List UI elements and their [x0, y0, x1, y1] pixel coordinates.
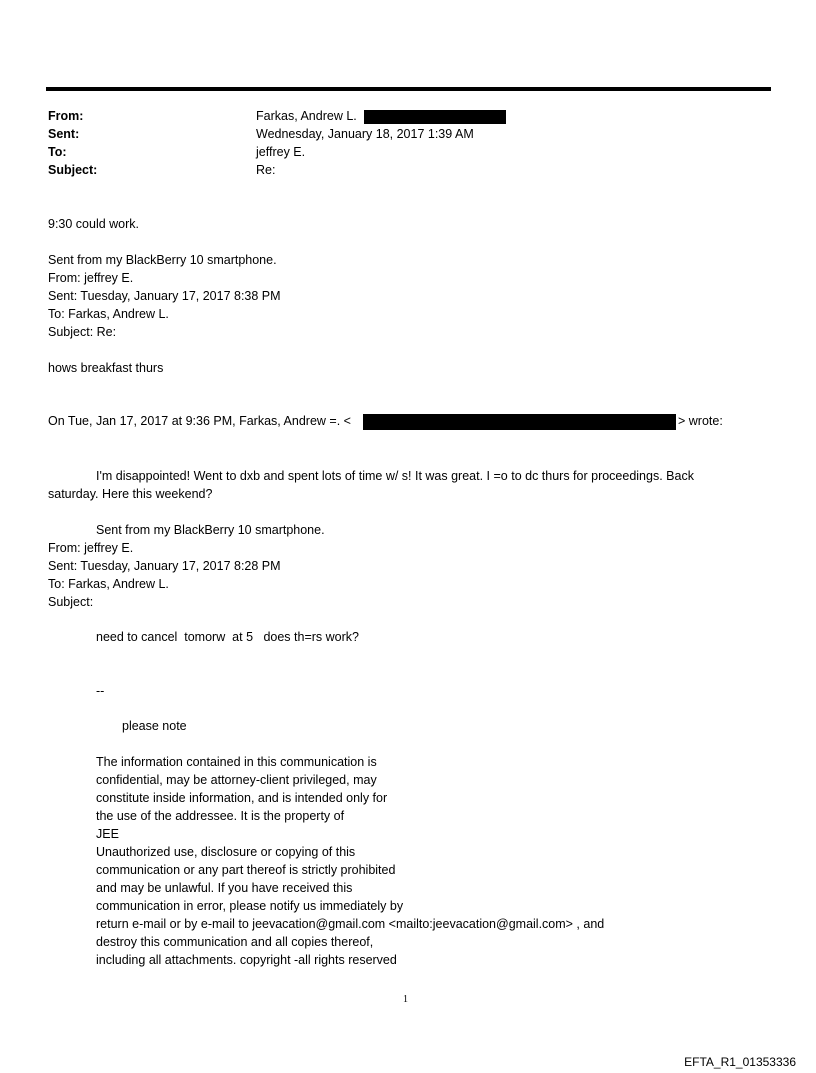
on-wrote-prefix: On Tue, Jan 17, 2017 at 9:36 PM, Farkas, Andrew =. < [48, 414, 351, 428]
message-paragraph-line: I'm disappointed! Went to dxb and spent lots of time w/ s! It was great. I =o to dc thurs for proceedings. Back [96, 469, 694, 483]
page-number: 1 [403, 994, 408, 1005]
quoted-subject: Subject: Re: [48, 325, 117, 339]
subject-value: Re: [256, 163, 276, 177]
disclaimer-line: JEE [96, 827, 119, 841]
message-paragraph-line: saturday. Here this weekend? [48, 487, 213, 501]
disclaimer-line: constitute inside information, and is intended only for [96, 791, 388, 805]
disclaimer-line: including all attachments. copyright -all rights reserved [96, 953, 397, 967]
from-label: From: [48, 109, 84, 123]
reply-text: 9:30 could work. [48, 217, 140, 231]
disclaimer-line: The information contained in this communication is [96, 755, 377, 769]
to-value: jeffrey E. [256, 145, 306, 159]
sent-value: Wednesday, January 18, 2017 1:39 AM [256, 127, 474, 141]
on-wrote-suffix: > wrote: [678, 414, 723, 428]
quoted-to: To: Farkas, Andrew L. [48, 577, 169, 591]
quoted-sent: Sent: Tuesday, January 17, 2017 8:28 PM [48, 559, 281, 573]
redaction-bar [363, 414, 676, 430]
sent-label: Sent: [48, 127, 80, 141]
quoted-from: From: jeffrey E. [48, 541, 134, 555]
signature-separator: -- [96, 684, 105, 698]
redaction-bar [364, 110, 506, 124]
quoted-message: need to cancel tomorw at 5 does th=rs work? [96, 630, 359, 644]
quoted-from: From: jeffrey E. [48, 271, 134, 285]
from-value: Farkas, Andrew L. [256, 109, 357, 123]
header-rule [46, 87, 771, 91]
disclaimer-line: confidential, may be attorney-client privileged, may [96, 773, 377, 787]
subject-label: Subject: [48, 163, 98, 177]
please-note-heading: please note [122, 719, 187, 733]
disclaimer-line: the use of the addressee. It is the property of [96, 809, 345, 823]
signature-line: Sent from my BlackBerry 10 smartphone. [48, 253, 277, 267]
quoted-message: hows breakfast thurs [48, 361, 164, 375]
disclaimer-line: communication or any part thereof is strictly prohibited [96, 863, 396, 877]
disclaimer-line: Unauthorized use, disclosure or copying of this [96, 845, 356, 859]
quoted-to: To: Farkas, Andrew L. [48, 307, 169, 321]
quoted-subject: Subject: [48, 595, 94, 609]
signature-line: Sent from my BlackBerry 10 smartphone. [96, 523, 325, 537]
disclaimer-line: communication in error, please notify us immediately by [96, 899, 404, 913]
disclaimer-line: and may be unlawful. If you have received this [96, 881, 353, 895]
to-label: To: [48, 145, 67, 159]
document-id-stamp: EFTA_R1_01353336 [684, 1055, 796, 1069]
disclaimer-line: return e-mail or by e-mail to jeevacation@gmail.com <mailto:jeevacation@gmail.com> , and [96, 917, 605, 931]
disclaimer-line: destroy this communication and all copies thereof, [96, 935, 374, 949]
quoted-sent: Sent: Tuesday, January 17, 2017 8:38 PM [48, 289, 281, 303]
